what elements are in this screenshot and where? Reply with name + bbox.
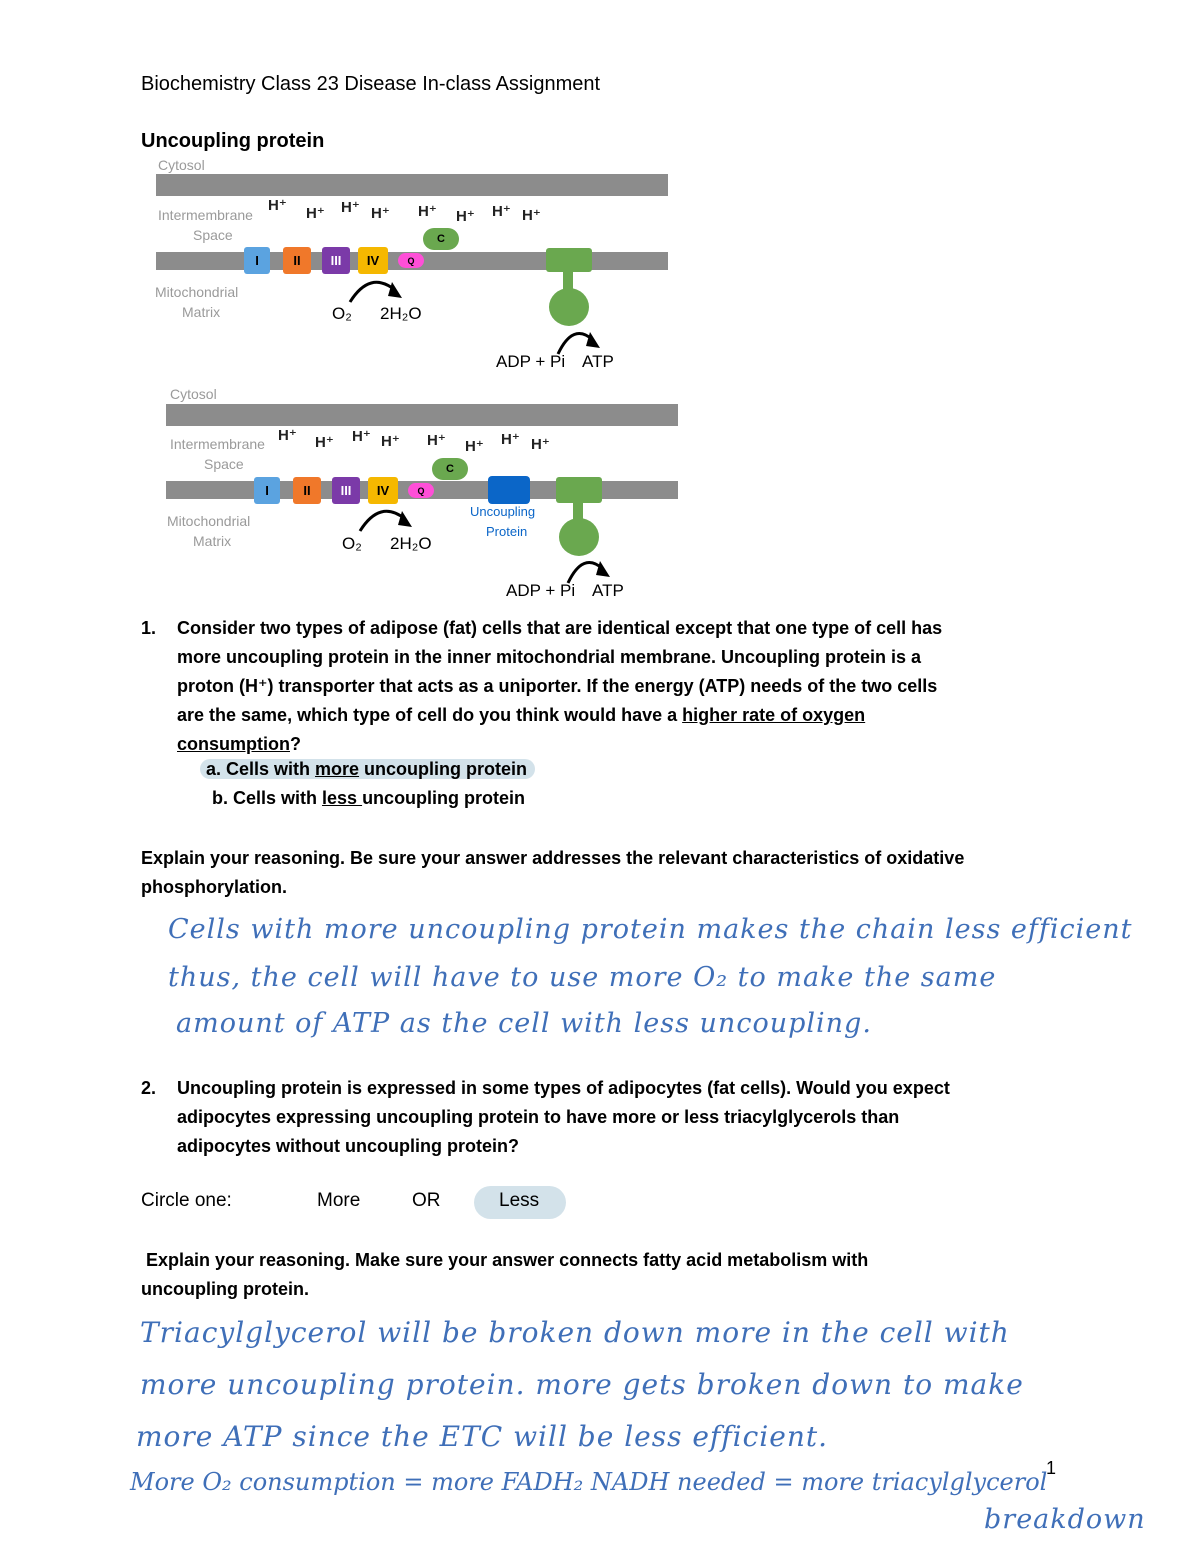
space-label: Space [193, 227, 233, 243]
handwritten-answer-2: more ATP since the ETC will be less efficient. [136, 1420, 829, 1453]
question-1-line: proton (H⁺) transporter that acts as a uniporter. If the energy (ATP) needs of the two cells [177, 676, 938, 696]
circle-one-label: Circle one: [141, 1190, 232, 1211]
option-b[interactable]: b. Cells with less uncoupling protein [212, 788, 526, 808]
uncoupling-protein [488, 476, 530, 504]
question-1-line: more uncoupling protein in the inner mitochondrial membrane. Uncoupling protein is a [177, 647, 922, 667]
proton: H⁺ [341, 199, 360, 216]
option-less[interactable]: Less [499, 1190, 540, 1211]
question-1-prompt [141, 844, 1061, 902]
or-label: OR [412, 1190, 441, 1211]
option-a[interactable]: a. Cells with more uncoupling protein [200, 759, 535, 780]
complex-iv: IV [368, 477, 398, 504]
matrix-label: Mitochondrial [167, 513, 251, 529]
question-1-number: 1. [141, 618, 157, 638]
handwritten-answer-2: Triacylglycerol will be broken down more in the cell with [140, 1316, 1010, 1349]
atp-synthase-fo [556, 477, 602, 503]
complex-iv: IV [358, 247, 388, 274]
o2-label: O₂ [342, 534, 362, 553]
question-2-text [177, 1074, 1057, 1161]
complex-i: I [244, 247, 270, 274]
o2-label: O₂ [332, 304, 352, 323]
complex-ii: II [293, 477, 321, 504]
handwritten-answer-1: Cells with more uncoupling protein makes the chain less efficient [168, 914, 1133, 945]
adp-label: ADP + Pi [496, 352, 566, 371]
ubiquinone-q: Q [398, 253, 424, 268]
complex-ii: II [283, 247, 311, 274]
question-1-line: Consider two types of adipose (fat) cells that are identical except that one type of cell has [177, 618, 943, 638]
prompt-line: uncoupling protein. [141, 1279, 309, 1299]
question-2-line: Uncoupling protein is expressed in some types of adipocytes (fat cells). Would you expect [177, 1078, 950, 1098]
matrix-label-2: Matrix [182, 304, 221, 320]
complex-iii: III [322, 247, 350, 274]
question-1-text [177, 614, 1057, 759]
proton: H⁺ [418, 203, 437, 220]
proton: H⁺ [456, 208, 475, 225]
proton: H⁺ [492, 203, 511, 220]
complex-i: I [254, 477, 280, 504]
proton: H⁺ [381, 433, 400, 450]
question-1-line: consumption? [177, 734, 301, 754]
h2o-label: 2H₂O [390, 534, 432, 553]
atp-label: ATP [582, 352, 614, 371]
handwritten-answer-2: More O₂ consumption = more FADH₂ NADH needed = more triacylglycerol [130, 1468, 1048, 1496]
matrix-label: Mitochondrial [155, 284, 239, 300]
cytochrome-c: C [423, 228, 459, 250]
proton: H⁺ [427, 432, 446, 449]
proton: H⁺ [278, 427, 297, 444]
proton: H⁺ [268, 197, 287, 214]
page-number: 1 [1046, 1458, 1057, 1478]
adp-label: ADP + Pi [506, 581, 576, 600]
question-2-line: adipocytes expressing uncoupling protein to have more or less triacylglycerols than [177, 1107, 900, 1127]
handwritten-answer-1: amount of ATP as the cell with less uncoupling. [176, 1008, 872, 1039]
question-2-prompt [141, 1246, 1061, 1304]
proton: H⁺ [465, 438, 484, 455]
proton: H⁺ [371, 205, 390, 222]
question-2-line: adipocytes without uncoupling protein? [177, 1136, 519, 1156]
intermembrane-label: Intermembrane [158, 207, 253, 223]
prompt-line: Explain your reasoning. Make sure your answer connects fatty acid metabolism with [141, 1250, 869, 1270]
question-2-number: 2. [141, 1078, 157, 1098]
option-more[interactable]: More [317, 1190, 361, 1211]
cytosol-label: Cytosol [170, 386, 217, 402]
matrix-label-2: Matrix [193, 533, 232, 549]
proton: H⁺ [315, 434, 334, 451]
handwritten-answer-1: thus, the cell will have to use more O₂ to make the same [168, 962, 997, 993]
atp-arrow-icon [548, 320, 608, 356]
h2o-label: 2H₂O [380, 304, 422, 323]
outer-membrane [156, 174, 668, 196]
uncoupling-label: Uncoupling [470, 504, 536, 519]
intermembrane-label: Intermembrane [170, 436, 265, 452]
protein-label: Protein [486, 524, 528, 539]
proton: H⁺ [306, 205, 325, 222]
atp-synthase-fo [546, 248, 592, 272]
cytochrome-c: C [432, 458, 468, 480]
oxygen-arrow-icon [340, 270, 420, 306]
prompt-line: phosphorylation. [141, 877, 287, 897]
atp-label: ATP [592, 581, 624, 600]
document-title: Biochemistry Class 23 Disease In-class Assignment [141, 73, 601, 95]
question-1-line: are the same, which type of cell do you think would have a higher rate of oxygen [177, 705, 866, 725]
proton: H⁺ [352, 428, 371, 445]
space-label: Space [204, 456, 244, 472]
cytosol-label: Cytosol [158, 157, 205, 173]
prompt-line: Explain your reasoning. Be sure your answer addresses the relevant characteristics of oxidative [141, 848, 965, 868]
proton: H⁺ [531, 436, 550, 453]
atp-arrow-icon [558, 549, 618, 585]
ubiquinone-q: Q [408, 483, 434, 498]
complex-iii: III [332, 477, 360, 504]
proton: H⁺ [522, 207, 541, 224]
handwritten-answer-2: breakdown [984, 1504, 1146, 1535]
handwritten-answer-2: more uncoupling protein. more gets broken down to make [140, 1368, 1024, 1401]
section-heading: Uncoupling protein [141, 130, 325, 152]
outer-membrane [166, 404, 678, 426]
proton: H⁺ [501, 431, 520, 448]
oxygen-arrow-icon [350, 499, 430, 535]
